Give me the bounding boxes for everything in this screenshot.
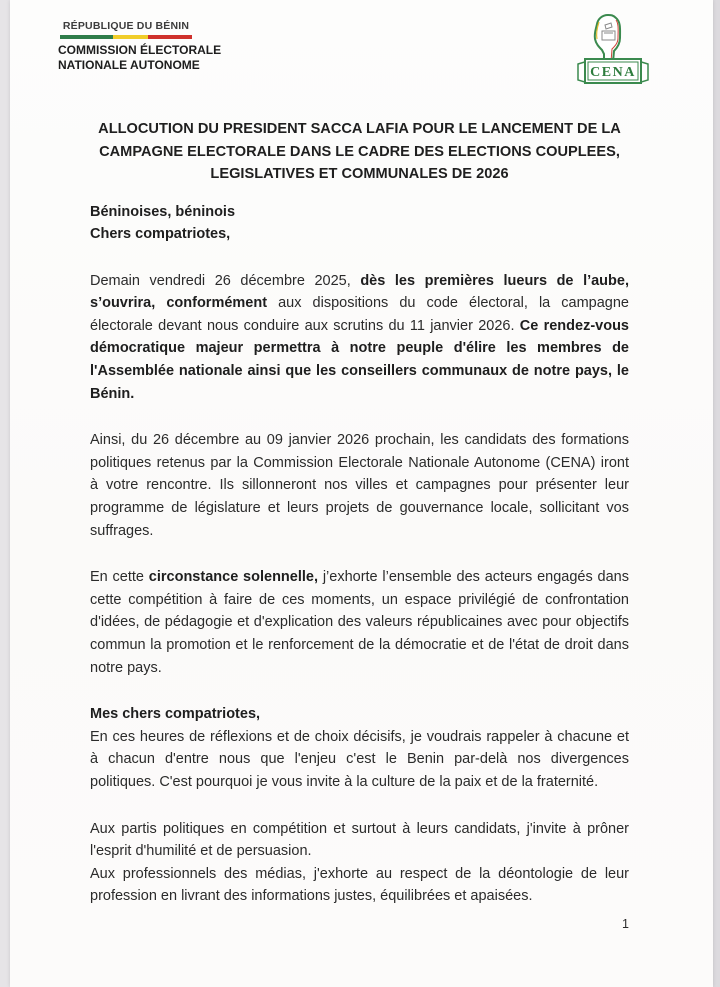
bold-text: Chers compatriotes,: [90, 226, 231, 243]
document-header: [58, 16, 665, 94]
paragraph: [90, 429, 629, 542]
body-text: Demain vendredi 26 décembre 2025,: [90, 272, 361, 289]
flag-yellow-segment: [113, 35, 149, 39]
cena-logo-emblem: [575, 12, 651, 92]
cena-logo: [575, 12, 651, 92]
paragraph: [90, 201, 629, 246]
body-text: En cette: [90, 569, 149, 586]
bold-text: Béninoises, béninois: [90, 203, 236, 220]
body-text: Aux professionnels des médias, j'exhorte au respect de la déontologie de leur profession en livrant des informations justes, équilibrées et apaisées.: [90, 865, 629, 905]
benin-flag-bar: [60, 35, 192, 39]
body-text: j’exhorte l’ensemble des acteurs engagés dans cette compétition à faire de ces moments, un espace privilégié de confrontation d'idées, de pédagogie et d'explication des valeurs républicaines avec pour objectifs commun la promotion et le renforcement de la démocratie et de l'état de droit dans notre pays.: [90, 569, 629, 676]
republic-title: RÉPUBLIQUE DU BÉNIN: [62, 20, 190, 32]
body-text: En ces heures de réflexions et de choix décisifs, je voudrais rappeler à chacune et à chacun d'entre nous que l'enjeu c'est le Benin par-delà nos divergences politiques. C'est pourquoi je vous invite à la culture de la paix et de la fraternité.: [90, 728, 629, 790]
paragraph: [90, 703, 629, 793]
org-block: [58, 20, 222, 73]
paragraph: [90, 270, 629, 406]
document-body: [90, 201, 629, 908]
cena-logo-text: CENA: [590, 65, 636, 80]
body-text: aux dispositions du code électoral, la campagne électorale devant nous conduire aux scrutins du 11 janvier 2026.: [90, 295, 629, 334]
document-title: ALLOCUTION DU PRESIDENT SACCA LAFIA POUR LE LANCEMENT DE LA CAMPAGNE ELECTORALE DANS LE CADRE DES ELECTIONS COUPLEES, LEGISLATIVES ET COMMUNALES DE 2026: [98, 121, 621, 182]
paragraph: [90, 566, 629, 679]
body-text: Aux partis politiques en compétition et surtout à leurs candidats, j'invite à prôner l'esprit d'humilité et de persuasion.: [90, 820, 629, 860]
flag-green-segment: [60, 35, 113, 39]
bold-text: circonstance solennelle,: [148, 569, 323, 586]
bold-text: dès les premières lueurs de l’aube, s’ouvrira, conformément: [90, 272, 629, 312]
flag-red-segment: [148, 35, 192, 39]
bold-text: Ce rendez-vous démocratique majeur permettra à notre peuple d'élire les membres de l'Assemblée nationale ainsi que les conseillers communaux de notre pays, le Bénin.: [90, 317, 629, 402]
paragraph: [90, 818, 629, 908]
commission-name: [58, 43, 222, 73]
commission-line1: COMMISSION ÉLECTORALE: [58, 43, 222, 57]
bold-text: Mes chers compatriotes,: [90, 706, 261, 723]
page-number: 1: [622, 917, 629, 931]
body-text: Ainsi, du 26 décembre au 09 janvier 2026 prochain, les candidats des formations politiques retenus par la Commission Electorale Nationale Autonome (CENA) iront à votre rencontre. Ils sillonneront nos villes et campagnes pour présenter leur programme de législature et leurs projets de gouvernance locale, sollicitant vos suffrages.: [90, 432, 629, 539]
document-page: [10, 0, 713, 987]
commission-line2: NATIONALE AUTONOME: [58, 58, 200, 72]
